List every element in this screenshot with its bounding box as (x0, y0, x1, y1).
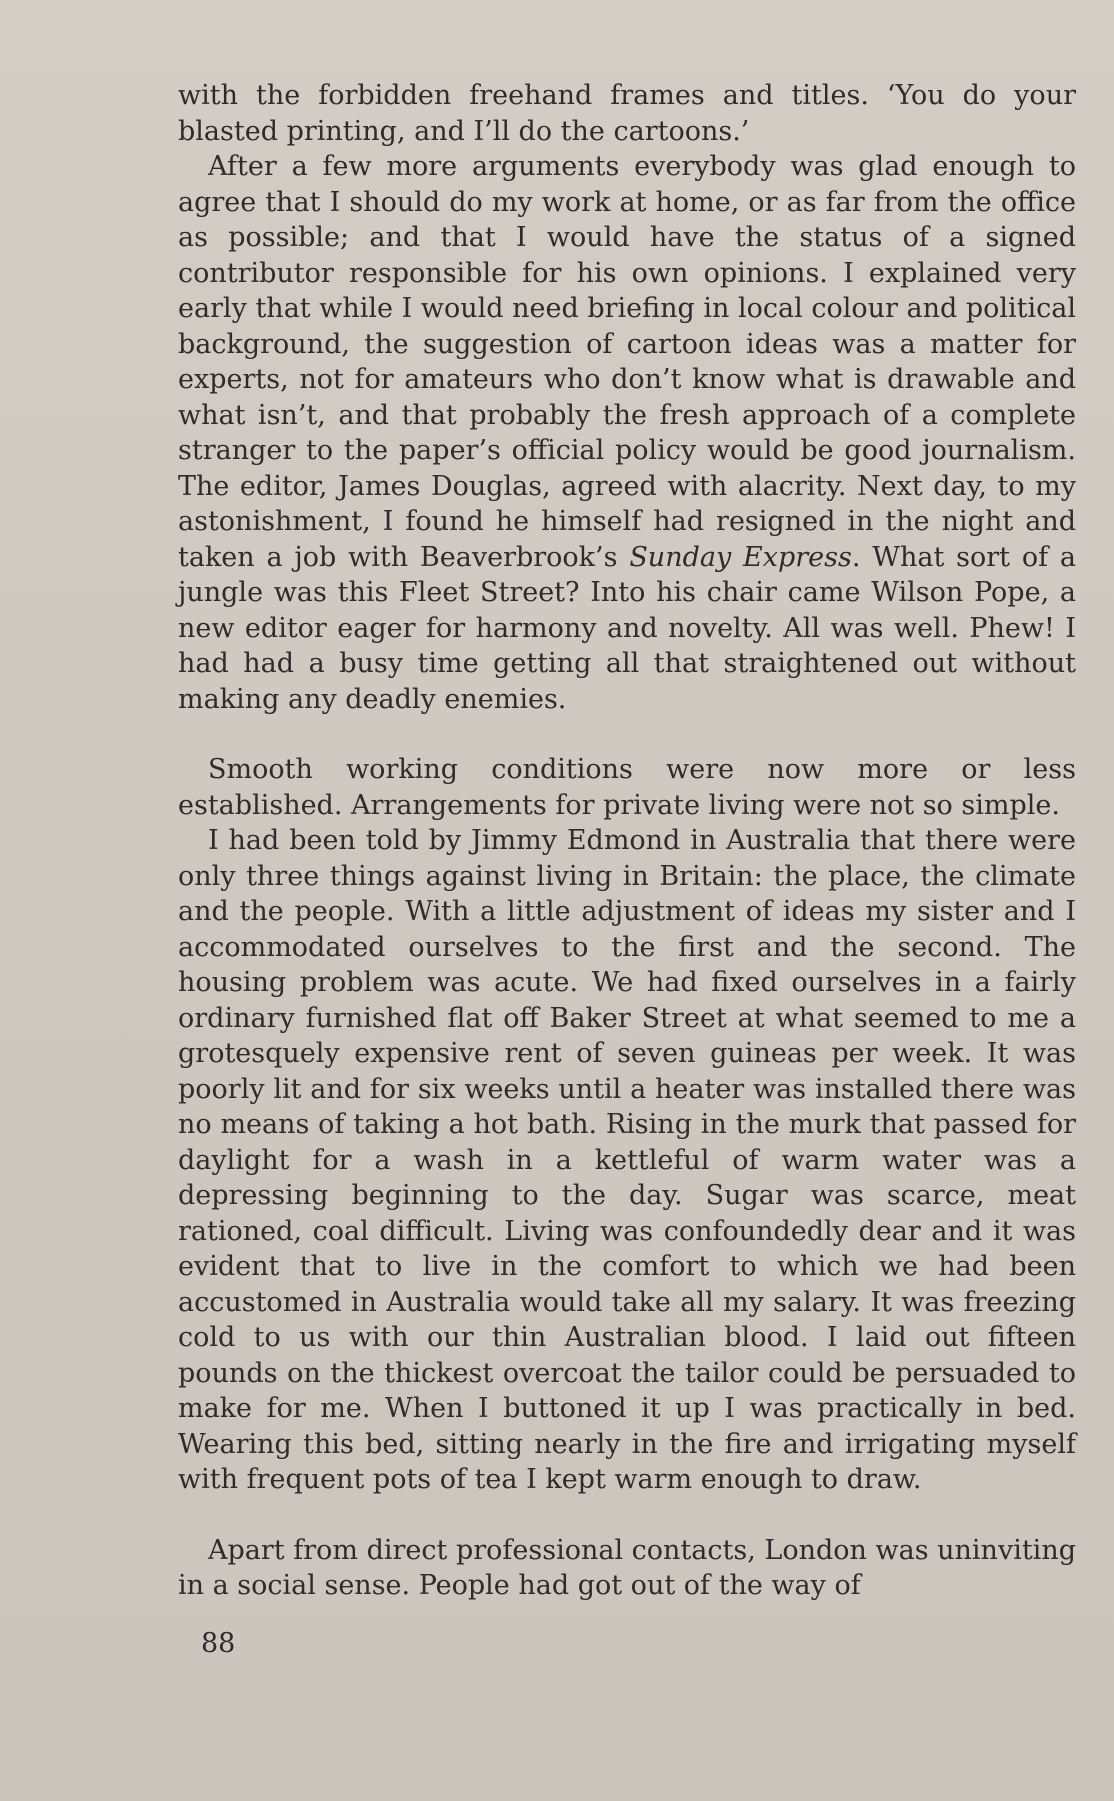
paragraph-2-text: After a few more arguments everybody was glad enough to agree that I should do my work at home, or as far from the office as possible; and that I would have the status of a signed contributor responsible for his own opinions. I explained very early that while I would need briefing in local colour and political background, the suggestion of cartoon ideas was a matter for experts, not for amateurs who don’t know what is drawable and what isn’t, and that probably the fresh approach of a complete stranger to the paper’s official policy would be good journalism. The editor, James Douglas, agreed with alacrity. Next day, to my astonishment, I found he himself had resigned in the night and taken a job with Beaverbrook’s (178, 151, 1076, 573)
paragraph-4: I had been told by Jimmy Edmond in Australia that there were only three things against living in Britain: the place, the climate and the people. With a little adjustment of ideas my sister and I accommodated ourselves to the first and the second. The housing problem was acute. We had fixed ourselves in a fairly ordinary furnished flat off Baker Street at what seemed to me a grotesquely expensive rent of seven guineas per week. It was poorly lit and for six weeks until a heater was installed there was no means of taking a hot bath. Rising in the murk that passed for daylight for a wash in a kettleful of warm water was a depressing beginning to the day. Sugar was scarce, meat rationed, coal difficult. Living was confoundedly dear and it was evident that to live in the comfort to which we had been accustomed in Australia would take all my salary. It was freezing cold to us with our thin Australian blood. I laid out fifteen pounds on the thickest overcoat the tailor could be persuaded to make for me. When I buttoned it up I was practically in bed. Wearing this bed, sitting nearly in the fire and irrigating myself with frequent pots of tea I kept warm enough to draw. (178, 825, 1076, 1495)
paragraph-2-text-after: . What sort of a jungle was this Fleet Street? Into his chair came Wilson Pope, a new editor eager for harmony and novelty. All was well. Phew! I had had a busy time getting all that straightened out without making any deadly enemies. (178, 541, 1076, 715)
paragraph-5: Apart from direct professional contacts, London was uninviting in a social sense. People had got out of the way of (178, 1534, 1076, 1601)
page-number: 88 (201, 1628, 236, 1659)
publication-title: Sunday Express (629, 541, 852, 573)
body-text (178, 78, 1076, 1604)
paragraph-2 (178, 149, 1076, 717)
paragraph-1: with the forbidden freehand frames and titles. ‘You do your blasted printing, and I’ll do the cartoons.’ (178, 80, 1076, 147)
paragraph-3: Smooth working conditions were now more or less established. Arrangements for private living were not so simple. (178, 754, 1076, 821)
